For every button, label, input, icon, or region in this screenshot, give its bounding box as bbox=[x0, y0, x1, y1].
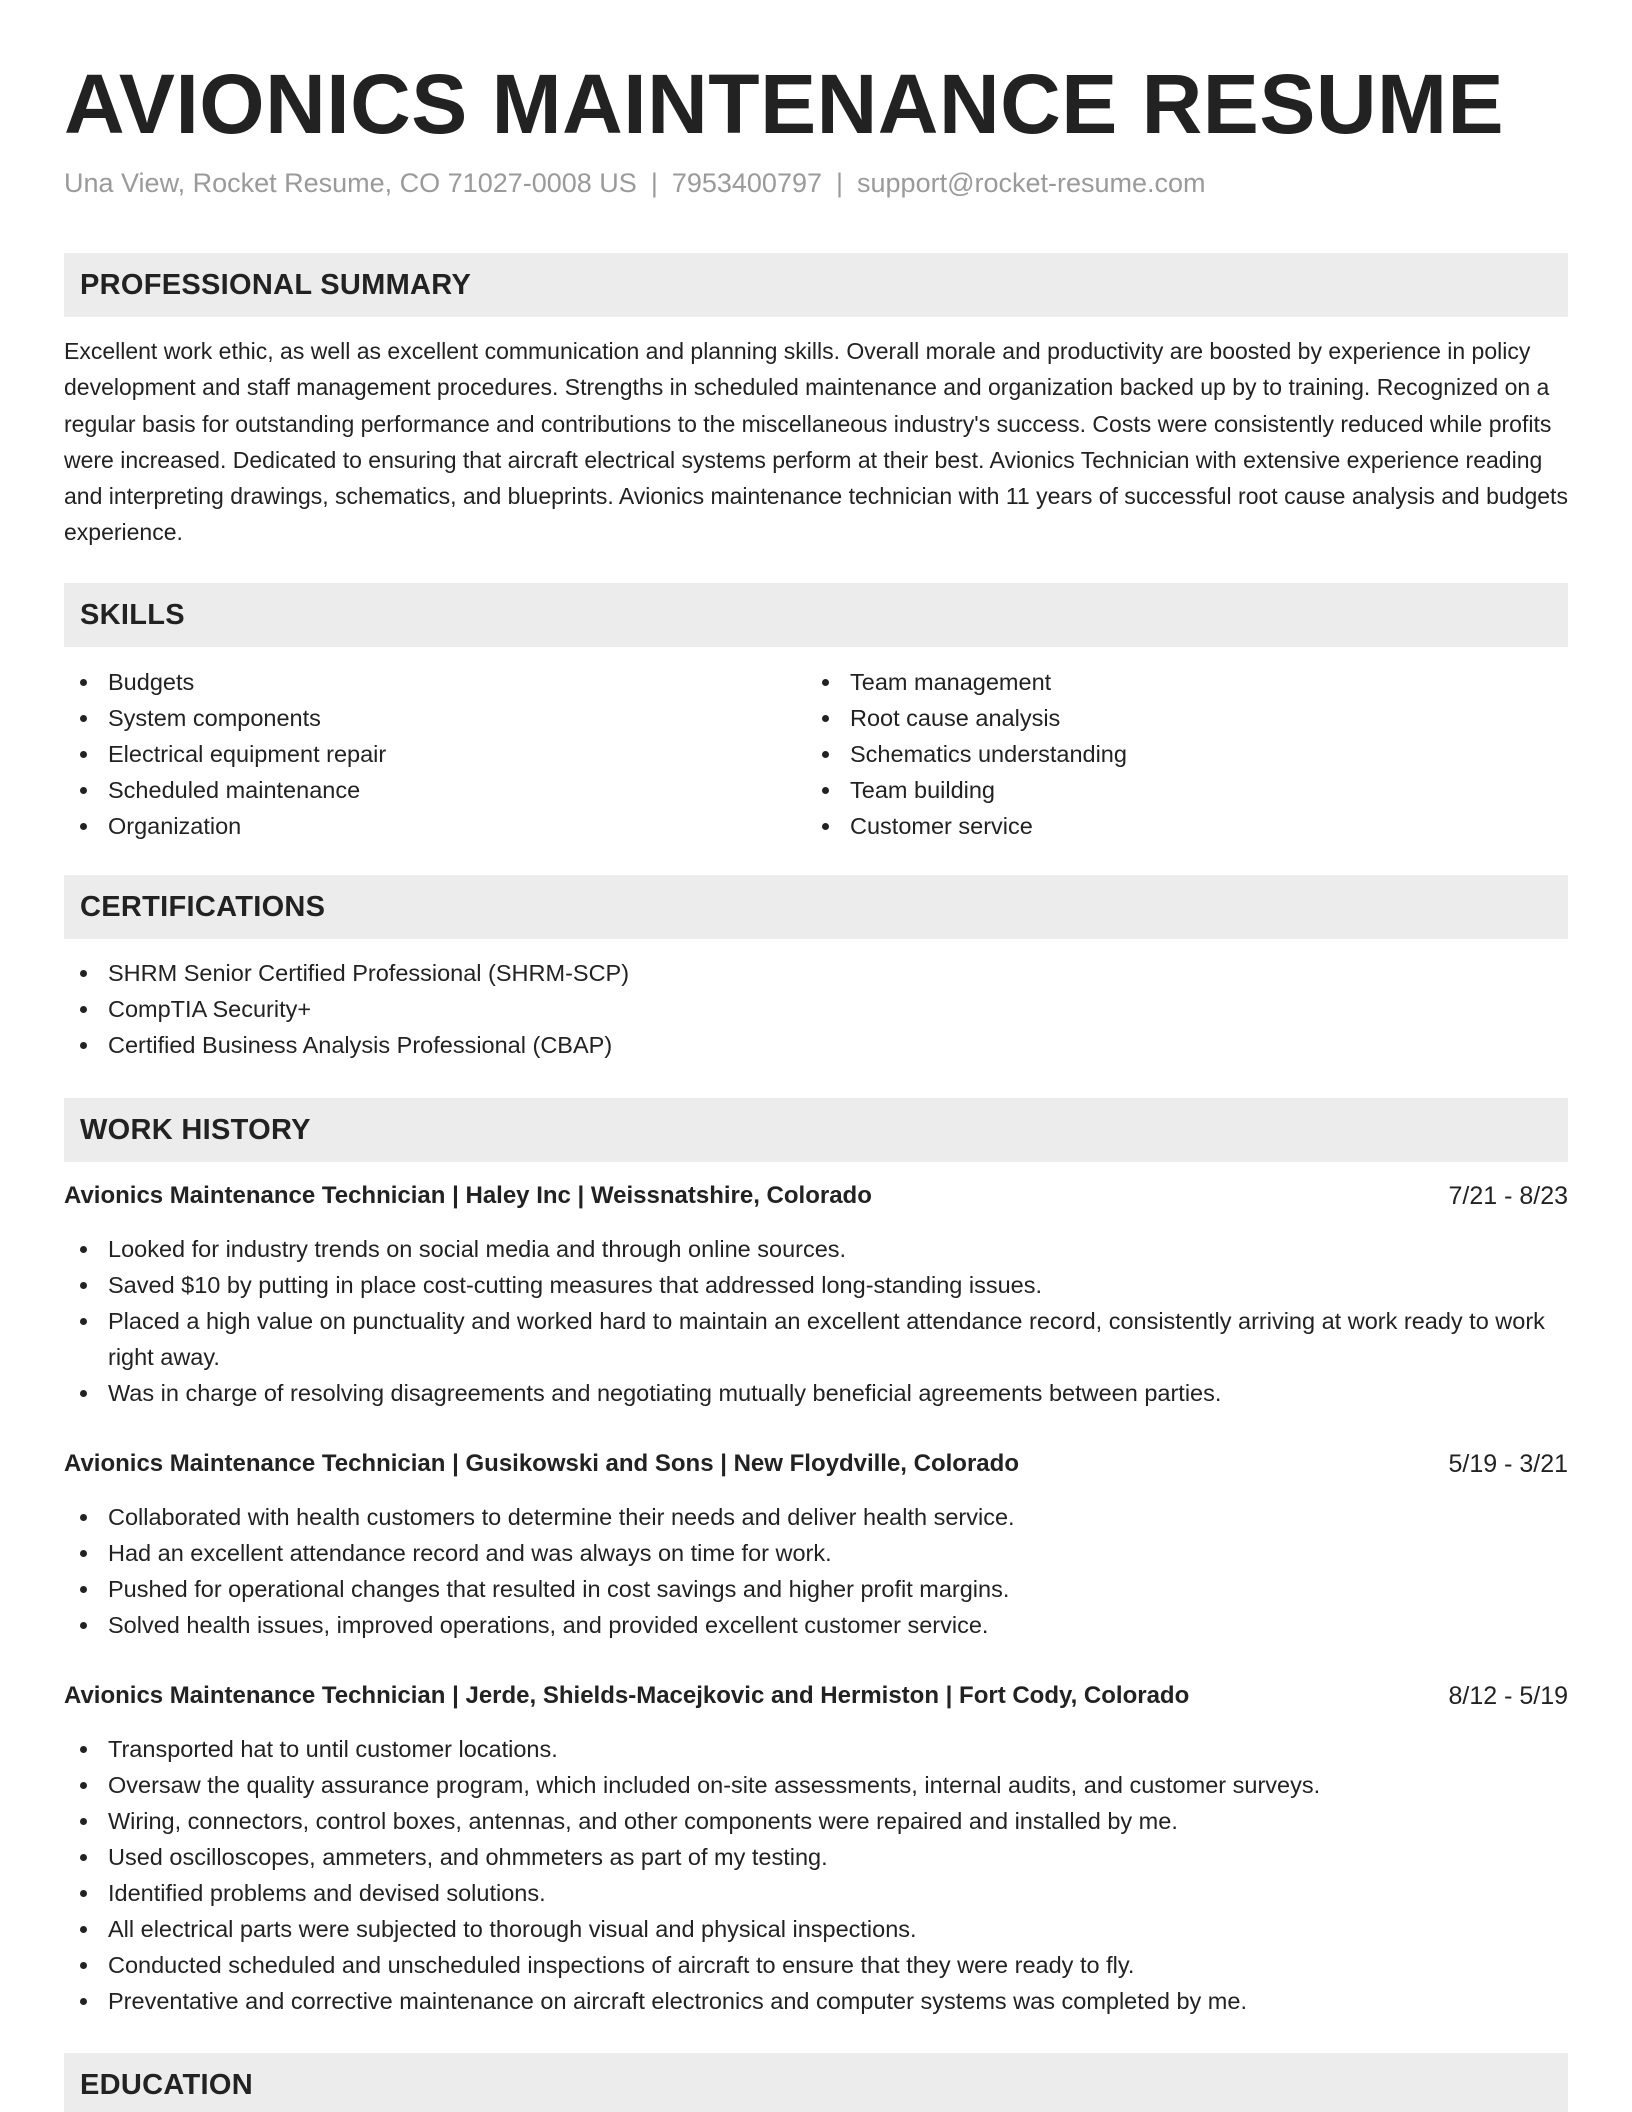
job-title: Avionics Maintenance Technician | Jerde, Shields-Macejkovic and Hermiston | Fort Cody, Colorado bbox=[64, 1682, 1190, 1709]
job-bullet: Looked for industry trends on social media and through online sources. bbox=[64, 1231, 1568, 1267]
job-bullet: Transported hat to until customer locations. bbox=[64, 1731, 1568, 1767]
skill-item: Schematics understanding bbox=[806, 736, 1546, 772]
job-bullets-block bbox=[64, 1731, 1568, 2019]
job-bullet: Used oscilloscopes, ammeters, and ohmmeters as part of my testing. bbox=[64, 1839, 1568, 1875]
education-section-title: EDUCATION bbox=[80, 2069, 253, 2101]
skills-column-left bbox=[64, 664, 804, 844]
skills-list-left bbox=[64, 664, 804, 844]
job-bullet: Solved health issues, improved operations, and provided excellent customer service. bbox=[64, 1607, 1568, 1643]
skill-item: System components bbox=[64, 700, 804, 736]
contact-email: support@rocket-resume.com bbox=[857, 168, 1206, 198]
job-bullet: Identified problems and devised solutions. bbox=[64, 1875, 1568, 1911]
work-history-section-title: WORK HISTORY bbox=[80, 1114, 311, 1146]
certification-item: CompTIA Security+ bbox=[64, 991, 1568, 1027]
job-bullet: Had an excellent attendance record and was always on time for work. bbox=[64, 1535, 1568, 1571]
certifications-section-header bbox=[64, 875, 1568, 939]
job-bullet-list bbox=[64, 1731, 1568, 2019]
summary-section-header bbox=[64, 253, 1568, 317]
contact-separator: | bbox=[650, 168, 658, 198]
skill-item: Team building bbox=[806, 772, 1546, 808]
skills-section-title: SKILLS bbox=[80, 599, 185, 631]
job-dates: 8/12 - 5/19 bbox=[1448, 1682, 1568, 1710]
job-bullet: Pushed for operational changes that resulted in cost savings and higher profit margins. bbox=[64, 1571, 1568, 1607]
skills-section-header bbox=[64, 583, 1568, 647]
job-header bbox=[64, 1678, 1568, 1714]
contact-line bbox=[64, 166, 1206, 200]
job-bullet: Wiring, connectors, control boxes, antennas, and other components were repaired and installed by me. bbox=[64, 1803, 1568, 1839]
skill-item: Budgets bbox=[64, 664, 804, 700]
summary-section-title: PROFESSIONAL SUMMARY bbox=[80, 269, 472, 301]
skill-item: Scheduled maintenance bbox=[64, 772, 804, 808]
job-bullet: All electrical parts were subjected to thorough visual and physical inspections. bbox=[64, 1911, 1568, 1947]
skill-item: Electrical equipment repair bbox=[64, 736, 804, 772]
skill-item: Root cause analysis bbox=[806, 700, 1546, 736]
contact-phone: 7953400797 bbox=[671, 168, 822, 198]
skills-column-right bbox=[806, 664, 1546, 844]
job-bullets-block bbox=[64, 1231, 1568, 1411]
job-dates: 5/19 - 3/21 bbox=[1448, 1450, 1568, 1478]
certification-item: Certified Business Analysis Professional (CBAP) bbox=[64, 1027, 1568, 1063]
job-bullet: Preventative and corrective maintenance on aircraft electronics and computer systems was completed by me. bbox=[64, 1983, 1568, 2019]
job-bullet: Conducted scheduled and unscheduled inspections of aircraft to ensure that they were ready to fly. bbox=[64, 1947, 1568, 1983]
job-bullet-list bbox=[64, 1499, 1568, 1643]
work-history-section-header bbox=[64, 1098, 1568, 1162]
certifications-block bbox=[64, 955, 1568, 1063]
skills-list-right bbox=[806, 664, 1546, 844]
certification-item: SHRM Senior Certified Professional (SHRM-SCP) bbox=[64, 955, 1568, 991]
job-bullets-block bbox=[64, 1499, 1568, 1643]
job-title: Avionics Maintenance Technician | Gusikowski and Sons | New Floydville, Colorado bbox=[64, 1450, 1019, 1477]
skill-item: Customer service bbox=[806, 808, 1546, 844]
job-title: Avionics Maintenance Technician | Haley Inc | Weissnatshire, Colorado bbox=[64, 1182, 872, 1209]
resume-title: AVIONICS MAINTENANCE RESUME bbox=[64, 57, 1505, 151]
job-bullet: Saved $10 by putting in place cost-cutting measures that addressed long-standing issues. bbox=[64, 1267, 1568, 1303]
job-bullet: Was in charge of resolving disagreements and negotiating mutually beneficial agreements between parties. bbox=[64, 1375, 1568, 1411]
education-section-header bbox=[64, 2053, 1568, 2112]
job-bullet: Collaborated with health customers to determine their needs and deliver health service. bbox=[64, 1499, 1568, 1535]
certifications-list bbox=[64, 955, 1568, 1063]
certifications-section-title: CERTIFICATIONS bbox=[80, 891, 326, 923]
job-bullet: Placed a high value on punctuality and worked hard to maintain an excellent attendance record, consistently arriving at work ready to work right away. bbox=[64, 1303, 1568, 1375]
job-header bbox=[64, 1446, 1568, 1482]
contact-separator: | bbox=[836, 168, 844, 198]
job-dates: 7/21 - 8/23 bbox=[1448, 1182, 1568, 1210]
job-bullet-list bbox=[64, 1231, 1568, 1411]
skill-item: Organization bbox=[64, 808, 804, 844]
summary-text: Excellent work ethic, as well as excellent communication and planning skills. Overall morale and productivity are boosted by experience in policy development and staff management procedures. Strengths in scheduled maintenance and organization backed up by to training. Recognized on a regular basis for outstanding performance and contributions to the miscellaneous industry's success. Costs were consistently reduced while profits were increased. Dedicated to ensuring that aircraft electrical systems perform at their best. Avionics Technician with extensive experience reading and interpreting drawings, schematics, and blueprints. Avionics maintenance technician with 11 years of successful root cause analysis and budgets experience. bbox=[64, 338, 1568, 546]
contact-address: Una View, Rocket Resume, CO 71027-0008 US bbox=[64, 168, 637, 198]
skill-item: Team management bbox=[806, 664, 1546, 700]
job-bullet: Oversaw the quality assurance program, which included on-site assessments, internal audits, and customer surveys. bbox=[64, 1767, 1568, 1803]
job-header bbox=[64, 1178, 1568, 1214]
